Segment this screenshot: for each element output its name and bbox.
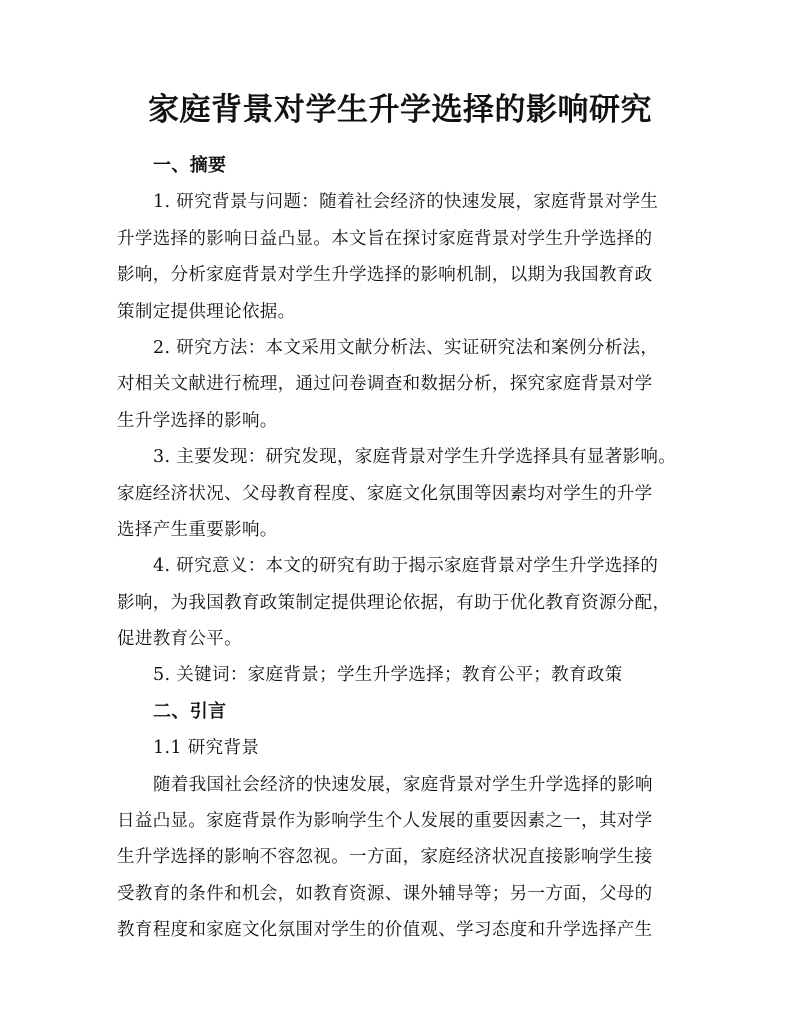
text-line: 家庭经济状况、父母教育程度、家庭文化氛围等因素均对学生的升学 [117, 483, 653, 504]
text-line: 影响，为我国教育政策制定提供理论依据，有助于优化教育资源分配， [117, 592, 671, 613]
document-title: 家庭背景对学生升学选择的影响研究 [148, 92, 652, 128]
text-line: 随着我国社会经济的快速发展，家庭背景对学生升学选择的影响 [153, 774, 653, 795]
text-line: 教育程度和家庭文化氛围对学生的价值观、学习态度和升学选择产生 [117, 920, 653, 941]
subsection-heading: 1.1 研究背景 [153, 738, 260, 759]
text-line: 升学选择的影响日益凸显。本文旨在探讨家庭背景对学生升学选择的 [117, 228, 653, 249]
text-line: 日益凸显。家庭背景作为影响学生个人发展的重要因素之一，其对学 [117, 811, 653, 832]
section-heading-abstract: 一、摘要 [153, 155, 227, 176]
text-line: 策制定提供理论依据。 [117, 301, 296, 322]
keywords-line: 5. 关键词：家庭背景；学生升学选择；教育公平；教育政策 [153, 665, 623, 686]
document-body [117, 148, 687, 949]
text-line: 3. 主要发现：研究发现，家庭背景对学生升学选择具有显著影响。 [153, 447, 677, 468]
text-line: 促进教育公平。 [117, 629, 242, 650]
text-line: 4. 研究意义：本文的研究有助于揭示家庭背景对学生升学选择的 [153, 556, 659, 577]
text-line: 1. 研究背景与问题：随着社会经济的快速发展，家庭背景对学生 [153, 192, 659, 213]
text-line: 生升学选择的影响不容忽视。一方面，家庭经济状况直接影响学生接 [117, 847, 653, 868]
section-heading-introduction: 二、引言 [153, 700, 227, 722]
text-line: 对相关文献进行梳理，通过问卷调查和数据分析，探究家庭背景对学 [117, 374, 653, 395]
text-line: 选择产生重要影响。 [117, 519, 278, 540]
text-line: 受教育的条件和机会，如教育资源、课外辅导等；另一方面，父母的 [117, 883, 653, 904]
text-line: 2. 研究方法：本文采用文献分析法、实证研究法和案例分析法， [153, 337, 659, 358]
text-line: 影响，分析家庭背景对学生升学选择的影响机制，以期为我国教育政 [117, 265, 653, 286]
text-line: 生升学选择的影响。 [117, 410, 278, 431]
